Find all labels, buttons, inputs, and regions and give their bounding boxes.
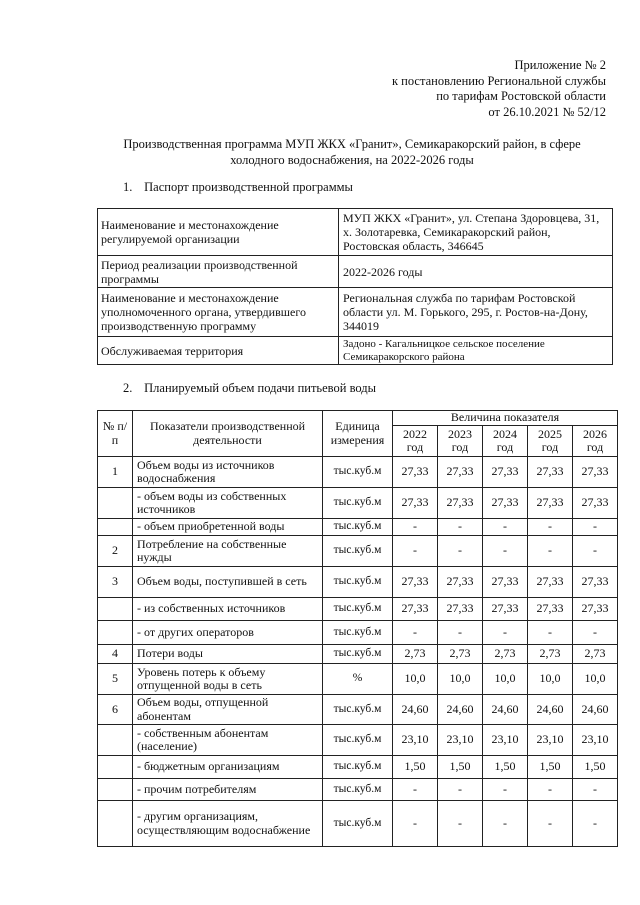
row-value: -: [573, 536, 618, 567]
header-value: Величина показателя: [393, 411, 618, 426]
row-value: 27,33: [438, 567, 483, 598]
row-value: 10,0: [483, 664, 528, 695]
row-value: 2,73: [438, 645, 483, 664]
document-title: [92, 137, 612, 168]
row-number: 5: [98, 664, 133, 695]
section-number: 2.: [123, 381, 133, 395]
passport-value: Региональная служба по тарифам Ростовской области ул. М. Горького, 295, г. Ростов-на-Дону, 344019: [339, 288, 613, 337]
row-number: [98, 488, 133, 519]
passport-row: [98, 288, 613, 337]
row-number: [98, 725, 133, 756]
row-indicator: Объем воды из источников водоснабжения: [133, 457, 323, 488]
appendix-line: Приложение № 2: [514, 58, 606, 72]
row-unit: тыс.куб.м: [323, 457, 393, 488]
row-value: -: [393, 801, 438, 847]
row-unit: тыс.куб.м: [323, 488, 393, 519]
table-row: [98, 598, 618, 621]
row-value: -: [573, 779, 618, 801]
row-value: 23,10: [483, 725, 528, 756]
passport-key: Обслуживаемая территория: [98, 337, 339, 365]
row-unit: тыс.куб.м: [323, 779, 393, 801]
row-number: [98, 756, 133, 779]
table-row: [98, 779, 618, 801]
row-value: -: [483, 519, 528, 536]
row-unit: тыс.куб.м: [323, 621, 393, 645]
appendix-line: к постановлению Региональной службы: [391, 73, 606, 88]
row-unit: тыс.куб.м: [323, 598, 393, 621]
row-value: 27,33: [528, 488, 573, 519]
row-number: 4: [98, 645, 133, 664]
passport-row: [98, 337, 613, 365]
row-value: 27,33: [483, 567, 528, 598]
passport-key: Наименование и местонахождение регулируемой организации: [98, 209, 339, 256]
header-indicator: Показатели производственной деятельности: [133, 411, 323, 457]
row-number: 2: [98, 536, 133, 567]
row-indicator: - от других операторов: [133, 621, 323, 645]
row-value: 2,73: [483, 645, 528, 664]
row-value: 27,33: [438, 457, 483, 488]
appendix-line: от 26.10.2021 № 52/12: [488, 104, 606, 119]
row-value: 27,33: [528, 457, 573, 488]
row-value: 10,0: [528, 664, 573, 695]
section-heading-passport: [123, 180, 353, 195]
title-line: холодного водоснабжения, на 2022-2026 годы: [230, 152, 474, 167]
row-unit: тыс.куб.м: [323, 801, 393, 847]
header-year: 2024 год: [483, 426, 528, 457]
row-value: 24,60: [573, 695, 618, 725]
section-number: 1.: [123, 180, 133, 194]
row-value: 27,33: [438, 598, 483, 621]
table-row: [98, 725, 618, 756]
table-row: [98, 621, 618, 645]
row-value: 2,73: [528, 645, 573, 664]
table-row: [98, 801, 618, 847]
row-value: 27,33: [393, 567, 438, 598]
row-value: -: [528, 621, 573, 645]
row-indicator: Потери воды: [133, 645, 323, 664]
row-value: -: [438, 801, 483, 847]
row-value: 10,0: [393, 664, 438, 695]
appendix-block: [392, 58, 606, 120]
row-value: -: [483, 536, 528, 567]
row-unit: %: [323, 664, 393, 695]
section-title: Планируемый объем подачи питьевой воды: [144, 381, 377, 395]
header-year: 2023 год: [438, 426, 483, 457]
row-value: 23,10: [528, 725, 573, 756]
row-value: -: [573, 519, 618, 536]
row-value: 27,33: [483, 488, 528, 519]
section-heading-volume: [123, 381, 376, 396]
row-value: -: [393, 519, 438, 536]
row-value: 1,50: [528, 756, 573, 779]
row-value: -: [438, 519, 483, 536]
row-indicator: - собственным абонентам (население): [133, 725, 323, 756]
row-value: -: [528, 519, 573, 536]
row-value: -: [393, 779, 438, 801]
row-value: 27,33: [573, 567, 618, 598]
row-value: -: [393, 536, 438, 567]
row-unit: тыс.куб.м: [323, 725, 393, 756]
row-value: -: [528, 536, 573, 567]
table-row: [98, 645, 618, 664]
row-value: -: [483, 801, 528, 847]
row-value: 24,60: [483, 695, 528, 725]
row-value: 27,33: [573, 457, 618, 488]
row-indicator: Объем воды, отпущенной абонентам: [133, 695, 323, 725]
table-row: [98, 664, 618, 695]
header-year: 2026 год: [573, 426, 618, 457]
row-value: 27,33: [393, 488, 438, 519]
row-unit: тыс.куб.м: [323, 567, 393, 598]
row-number: [98, 621, 133, 645]
passport-value: 2022-2026 годы: [339, 256, 613, 288]
row-value: 27,33: [573, 598, 618, 621]
row-unit: тыс.куб.м: [323, 645, 393, 664]
row-value: 23,10: [573, 725, 618, 756]
row-value: 2,73: [393, 645, 438, 664]
row-value: 27,33: [438, 488, 483, 519]
row-indicator: - объем воды из собственных источников: [133, 488, 323, 519]
row-value: -: [483, 621, 528, 645]
row-unit: тыс.куб.м: [323, 519, 393, 536]
passport-table: [97, 208, 613, 365]
row-value: 24,60: [528, 695, 573, 725]
table-row: [98, 488, 618, 519]
row-value: 27,33: [528, 567, 573, 598]
table-row: [98, 567, 618, 598]
row-value: -: [438, 536, 483, 567]
row-value: 23,10: [438, 725, 483, 756]
row-indicator: - прочим потребителям: [133, 779, 323, 801]
row-value: -: [528, 779, 573, 801]
table-header-row: [98, 411, 618, 426]
row-value: 1,50: [483, 756, 528, 779]
title-line: Производственная программа МУП ЖКХ «Гранит», Семикаракорский район, в сфере: [123, 137, 581, 151]
row-value: 23,10: [393, 725, 438, 756]
section-title: Паспорт производственной программы: [144, 180, 353, 194]
header-unit: Единица измерения: [323, 411, 393, 457]
table-row: [98, 695, 618, 725]
passport-key: Период реализации производственной программы: [98, 256, 339, 288]
row-value: 2,73: [573, 645, 618, 664]
passport-key: Наименование и местонахождение уполномоченного органа, утвердившего производственную программу: [98, 288, 339, 337]
row-indicator: - объем приобретенной воды: [133, 519, 323, 536]
passport-value: МУП ЖКХ «Гранит», ул. Степана Здоровцева, 31, х. Золотаревка, Семикаракорский район, Ростовская область, 346645: [339, 209, 613, 256]
row-indicator: - из собственных источников: [133, 598, 323, 621]
row-value: 27,33: [393, 598, 438, 621]
row-value: 1,50: [438, 756, 483, 779]
row-value: -: [438, 779, 483, 801]
appendix-line: по тарифам Ростовской области: [436, 89, 606, 103]
row-indicator: - бюджетным организациям: [133, 756, 323, 779]
row-value: -: [483, 779, 528, 801]
row-value: -: [528, 801, 573, 847]
row-value: 27,33: [573, 488, 618, 519]
table-row: [98, 536, 618, 567]
volume-table: [97, 410, 618, 847]
row-indicator: Потребление на собственные нужды: [133, 536, 323, 567]
header-year: 2025 год: [528, 426, 573, 457]
row-value: -: [573, 801, 618, 847]
row-value: 27,33: [528, 598, 573, 621]
row-number: [98, 519, 133, 536]
table-row: [98, 519, 618, 536]
row-value: 27,33: [393, 457, 438, 488]
row-value: 27,33: [483, 457, 528, 488]
row-value: -: [438, 621, 483, 645]
row-value: 1,50: [573, 756, 618, 779]
row-unit: тыс.куб.м: [323, 695, 393, 725]
row-value: 1,50: [393, 756, 438, 779]
row-number: 6: [98, 695, 133, 725]
passport-row: [98, 256, 613, 288]
row-indicator: Объем воды, поступившей в сеть: [133, 567, 323, 598]
row-unit: тыс.куб.м: [323, 756, 393, 779]
row-number: [98, 801, 133, 847]
row-value: 10,0: [438, 664, 483, 695]
row-value: 24,60: [393, 695, 438, 725]
table-row: [98, 756, 618, 779]
row-indicator: - другим организациям, осуществляющим водоснабжение: [133, 801, 323, 847]
row-number: [98, 779, 133, 801]
header-number: № п/п: [98, 411, 133, 457]
row-value: -: [393, 621, 438, 645]
passport-row: [98, 209, 613, 256]
row-value: -: [573, 621, 618, 645]
row-unit: тыс.куб.м: [323, 536, 393, 567]
passport-value: Задоно - Кагальницкое сельское поселение Семикаракорского района: [339, 337, 613, 365]
row-number: [98, 598, 133, 621]
header-year: 2022 год: [393, 426, 438, 457]
row-number: 1: [98, 457, 133, 488]
table-row: [98, 457, 618, 488]
row-number: 3: [98, 567, 133, 598]
row-value: 24,60: [438, 695, 483, 725]
row-value: 27,33: [483, 598, 528, 621]
row-indicator: Уровень потерь к объему отпущенной воды в сеть: [133, 664, 323, 695]
row-value: 10,0: [573, 664, 618, 695]
